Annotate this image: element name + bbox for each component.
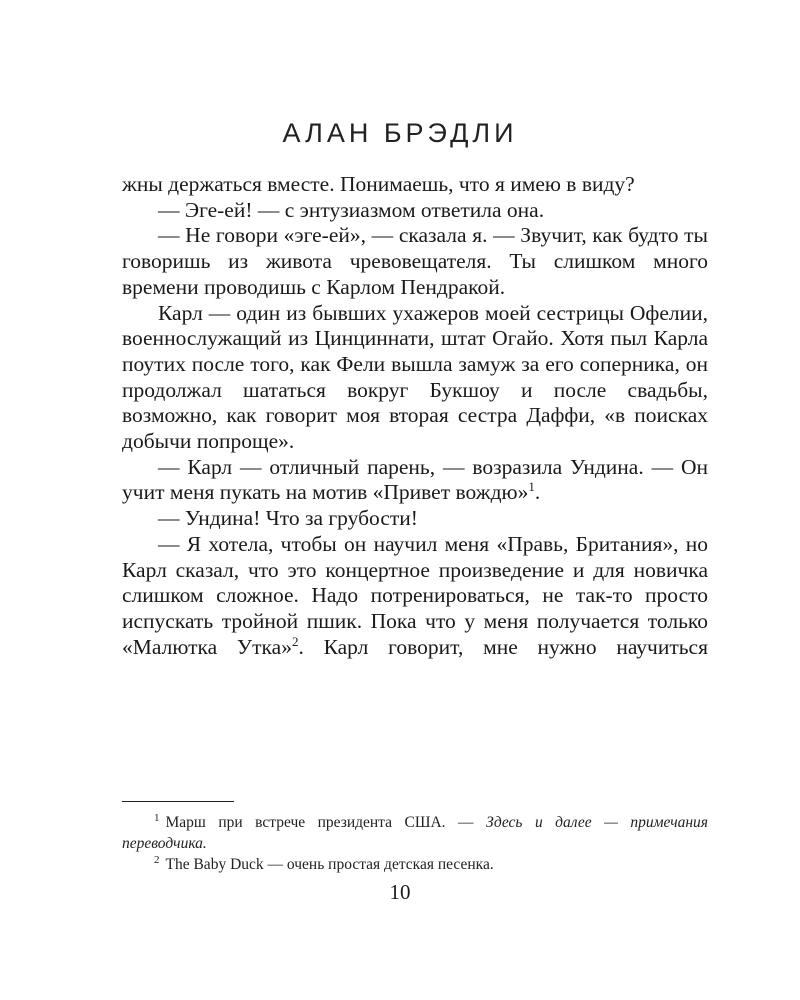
paragraph-text: — Карл — отличный парень, — возразила Ундина. — Он учит меня пукать на мотив «Привет вождю» xyxy=(122,454,708,505)
footnotes xyxy=(122,812,708,875)
paragraph: — Не говори «эге-ей», — сказала я. — Звучит, как будто ты говоришь из живота чревовещателя. Ты слишком много времени проводишь с Карлом Пендракой. xyxy=(122,223,708,299)
footnote-divider xyxy=(122,801,234,802)
body-text xyxy=(122,172,708,660)
footnote-mark: 1 xyxy=(154,811,160,824)
footnote-mark: 2 xyxy=(154,853,160,866)
paragraph-text: . Карл говорит, мне нужно научиться xyxy=(298,634,708,659)
footnote-text: Марш при встрече президента США. — xyxy=(165,814,486,831)
footnote-reference: 1 xyxy=(528,479,535,495)
footnote xyxy=(122,854,708,875)
running-head: АЛАН БРЭДЛИ xyxy=(282,118,518,148)
paragraph xyxy=(122,455,708,506)
paragraph: жны держаться вместе. Понимаешь, что я имею в виду? xyxy=(122,172,635,196)
footnote-text: The Baby Duck — очень простая детская песенка. xyxy=(165,856,494,873)
paragraph: — Ундина! Что за грубости! xyxy=(158,506,418,531)
footnote-italic-text: Здесь и далее — примечания переводчика. xyxy=(122,814,708,852)
footnote-reference: 2 xyxy=(291,633,299,649)
paragraph-text: — Я хотела, чтобы он научил меня «Правь, Британия», но Карл сказал, что это концертное произведение и для новичка слишком сложное. Надо потренироваться, не так-то просто испускать тройной пшик. Пока что у меня получается только «Малютка Утка» xyxy=(122,531,708,659)
paragraph-text: . xyxy=(534,480,541,505)
paragraph: Карл — один из бывших ухажеров моей сестрицы Офелии, военнослужащий из Цинциннати, штат Огайо. Хотя пыл Карла поутих после того, как Фели вышла замуж за его соперника, он продолжал шататься вокруг Букшоу и после свадьбы, возможно, как говорит моя вторая сестра Даффи, «в поисках добычи попроще». xyxy=(122,300,708,454)
paragraph: — Эге-ей! — с энтузиазмом ответила она. xyxy=(158,197,545,222)
footnote xyxy=(122,812,708,854)
paragraph xyxy=(122,532,708,661)
page-number: 10 xyxy=(389,880,411,904)
